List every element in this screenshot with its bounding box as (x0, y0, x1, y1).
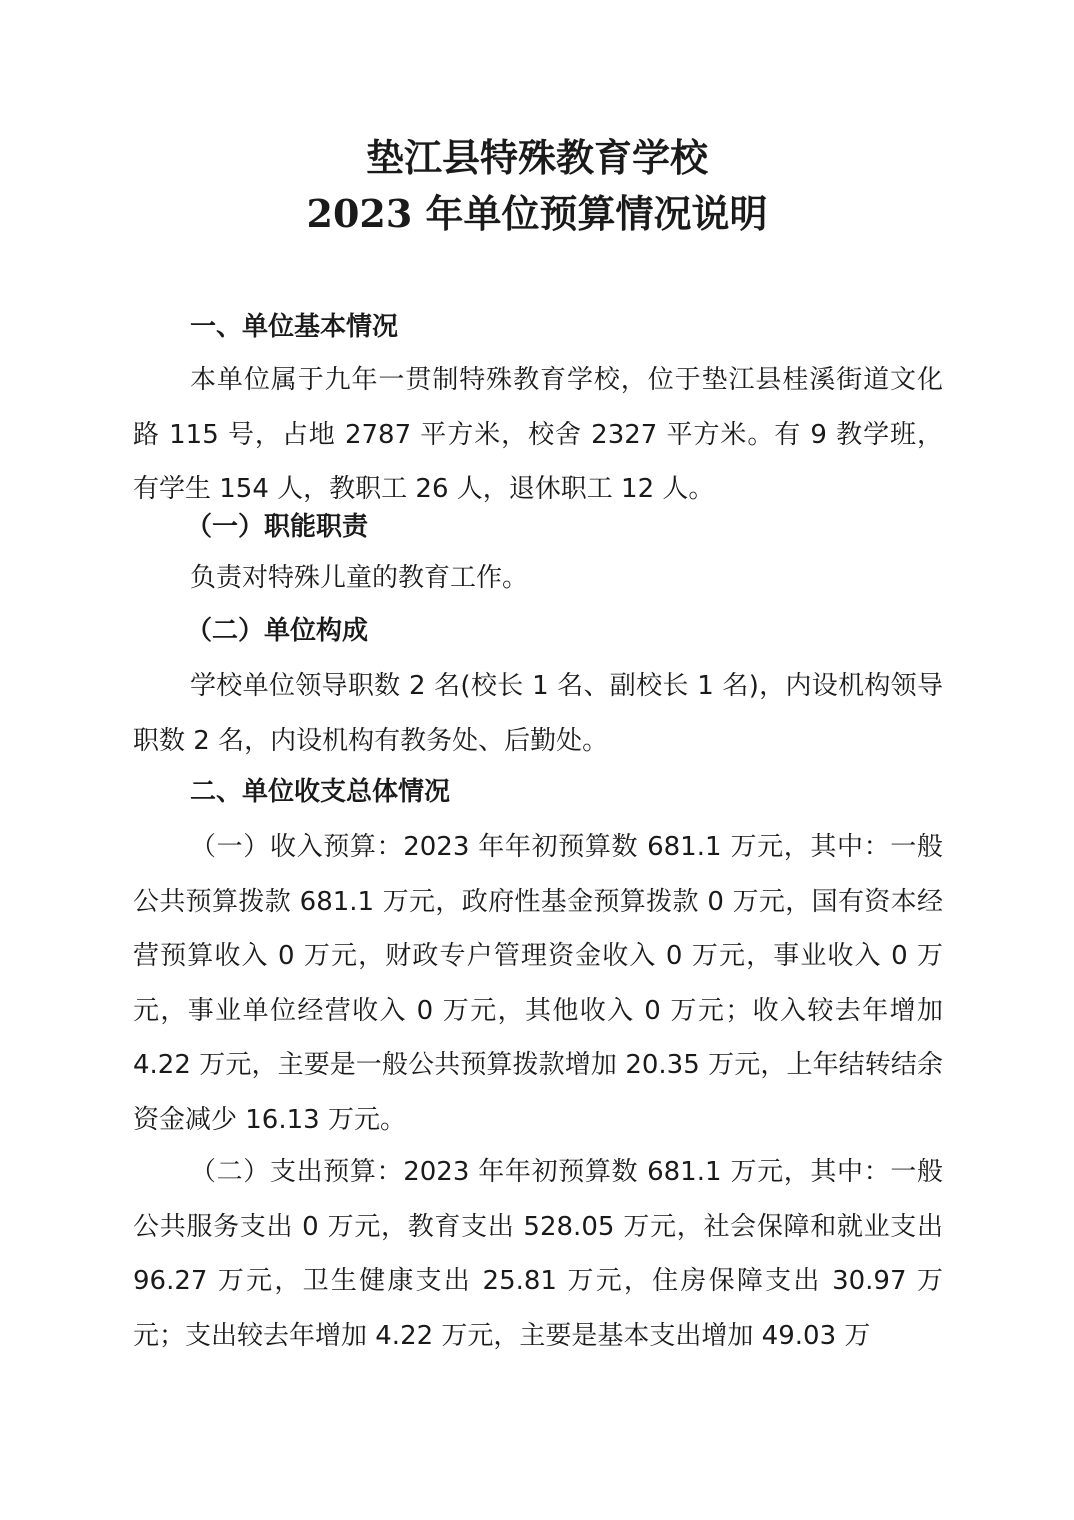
section1-sub2-heading: （二）单位构成 (186, 616, 369, 646)
section2-income-paragraph: （一）收入预算：2023 年年初预算数 681.1 万元，其中：一般公共预算拨款 681.1 万元，政府性基金预算拨款 0 万元，国有资本经营预算收入 0 万元，财政专户管理资金收入 0 万元，事业收入 0 万元，事业单位经营收入 0 万元，其他收入 0 万元；收入较去年增加 4.22 万元，主要是一般公共预算拨款增加 20.35 万元，上年结转结余资金减少 16.13 万元。 (133, 832, 943, 1135)
document-title-line1: 垫江县特殊教育学校 (365, 135, 708, 180)
section1-heading: 一、单位基本情况 (190, 312, 399, 342)
section1-sub2-paragraph: 学校单位领导职数 2 名(校长 1 名、副校长 1 名)，内设机构领导职数 2 名，内设机构有教务处、后勤处。 (133, 671, 943, 756)
section2-expenditure-paragraph: （二）支出预算：2023 年年初预算数 681.1 万元，其中：一般公共服务支出 0 万元，教育支出 528.05 万元，社会保障和就业支出 96.27 万元，卫生健康支出 25.81 万元，住房保障支出 30.97 万元；支出较去年增加 4.22 万元，主要是基本支出增加 49.03 万 (133, 1157, 943, 1351)
document-title-line2: 2023 年单位预算情况说明 (306, 191, 768, 236)
section1-sub1-heading: （一）职能职责 (186, 512, 369, 542)
section1-intro-paragraph: 本单位属于九年一贯制特殊教育学校，位于垫江县桂溪街道文化路 115 号，占地 2787 平方米，校舍 2327 平方米。有 9 教学班，有学生 154 人，教职工 26 人，退休职工 12 人。 (133, 365, 943, 504)
section1-sub1-paragraph: 负责对特殊儿童的教育工作。 (190, 563, 529, 593)
section2-heading: 二、单位收支总体情况 (190, 777, 451, 807)
